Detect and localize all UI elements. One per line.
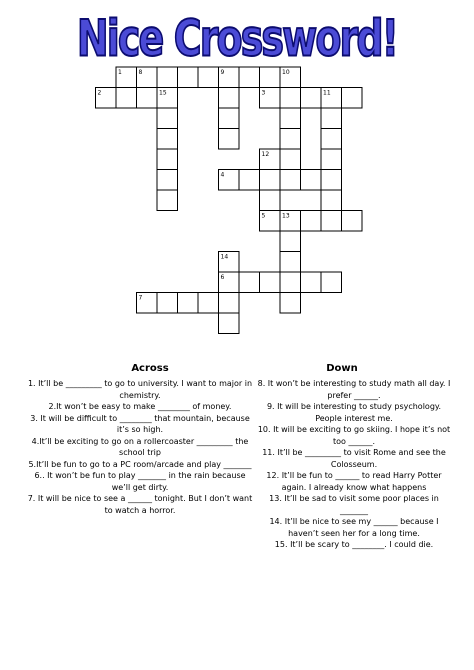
grid-cell[interactable] — [219, 313, 240, 334]
down-clue: 9. It will be interesting to study psychology. People interest me. — [266, 402, 442, 423]
grid-cell[interactable] — [219, 129, 240, 150]
grid-cell[interactable] — [157, 293, 178, 314]
grid-cell[interactable] — [260, 67, 281, 88]
grid-clue-number: 2 — [97, 89, 102, 97]
down-clue: 12. It’ll be fun to ______ to read Harry Potter again. I already know what happens — [266, 471, 442, 492]
grid-clue-number: 4 — [220, 171, 225, 179]
grid-cell[interactable] — [280, 149, 301, 170]
grid-cell[interactable] — [239, 67, 260, 88]
grid-cell[interactable] — [280, 293, 301, 314]
grid-cell[interactable] — [321, 190, 342, 211]
grid-clue-number: 9 — [220, 69, 225, 76]
across-clue: 4.It’ll be exciting to go on a rollercoaster _________ the school trip — [31, 436, 249, 457]
grid-clue-number: 12 — [261, 151, 270, 158]
grid-cell[interactable] — [137, 88, 158, 109]
grid-cell[interactable] — [280, 272, 301, 293]
grid-cell[interactable] — [280, 88, 301, 109]
grid-clue-number: 15 — [159, 89, 167, 97]
grid-clue-number: 10 — [282, 69, 290, 76]
grid-cell[interactable] — [280, 129, 301, 150]
down-clue: 15. It’ll be scary to ________. I could die. — [274, 540, 434, 549]
grid-cell[interactable] — [157, 129, 178, 150]
grid-cell[interactable] — [280, 231, 301, 252]
grid-clue-number: 8 — [138, 69, 143, 76]
grid-clue-number: 13 — [282, 212, 290, 220]
across-clue: 2.It won’t be easy to make ________ of money. — [48, 402, 232, 411]
grid-clue-number: 1 — [118, 69, 122, 76]
across-clue: 5.It’ll be fun to go to a PC room/arcade and play _______ — [28, 459, 252, 469]
grid-cell[interactable] — [280, 252, 301, 273]
down-clue: 8. It won’t be interesting to study math all day. I prefer ______. — [257, 379, 451, 400]
across-clue-list — [26, 378, 254, 516]
grid-cell[interactable] — [321, 272, 342, 293]
grid-clue-number: 14 — [220, 253, 229, 261]
grid-cell[interactable] — [116, 88, 137, 109]
grid-cell[interactable] — [321, 149, 342, 170]
grid-cell[interactable] — [321, 170, 342, 191]
grid-clue-number: 7 — [138, 294, 143, 302]
grid-cell[interactable] — [342, 211, 363, 232]
grid-cell[interactable] — [219, 293, 240, 314]
grid-cell[interactable] — [178, 293, 199, 314]
grid-cell[interactable] — [280, 108, 301, 129]
grid-clue-number: 6 — [220, 274, 225, 281]
down-clue: 11. It’ll be _________ to visit Rome and see the Colosseum. — [262, 448, 446, 469]
down-clue: 10. It will be exciting to go skiing. I hope it’s not too ______. — [257, 425, 451, 446]
down-clue-list — [254, 378, 454, 551]
across-clue: 1. It’ll be _________ to go to university. I want to major in chemistry. — [27, 379, 253, 400]
grid-cell[interactable] — [157, 190, 178, 211]
grid-cell[interactable] — [198, 67, 219, 88]
grid-clue-number: 5 — [261, 212, 266, 220]
grid-cell[interactable] — [157, 67, 178, 88]
grid-cell[interactable] — [321, 129, 342, 150]
grid-cell[interactable] — [301, 88, 322, 109]
grid-cell[interactable] — [301, 272, 322, 293]
grid-cell[interactable] — [342, 88, 363, 109]
grid-cell[interactable] — [321, 211, 342, 232]
grid-cell[interactable] — [280, 170, 301, 191]
grid-clue-number: 11 — [323, 89, 331, 97]
across-clue: 7. It will be nice to see a ______ tonight. But I don’t want to watch a horror. — [27, 494, 253, 515]
grid-cell[interactable] — [301, 211, 322, 232]
down-clue: 13. It’ll be sad to visit some poor places in _______ — [269, 494, 439, 515]
down-clue: 14. It’ll be nice to see my ______ because I haven’t seen her for a long time. — [269, 517, 439, 538]
grid-cell[interactable] — [321, 108, 342, 129]
grid-cell[interactable] — [178, 67, 199, 88]
grid-cell[interactable] — [239, 170, 260, 191]
grid-cell[interactable] — [198, 293, 219, 314]
across-clue: 6.. It won’t be fun to play _______ in the rain because we’ll get dirty. — [34, 471, 246, 492]
grid-cell[interactable] — [301, 170, 322, 191]
grid-clue-number: 3 — [261, 89, 266, 97]
grid-cell[interactable] — [219, 108, 240, 129]
across-clue: 3. It will be difficult to ________ that mountain, because it’s so high. — [30, 413, 250, 434]
grid-cell[interactable] — [260, 170, 281, 191]
grid-cell[interactable] — [239, 272, 260, 293]
crossword-title-text: Nice Crossword! — [76, 10, 398, 64]
down-heading: Down — [326, 363, 358, 374]
grid-cell[interactable] — [157, 149, 178, 170]
grid-cell[interactable] — [260, 272, 281, 293]
grid-cell[interactable] — [219, 88, 240, 109]
grid-cell[interactable] — [157, 170, 178, 191]
across-heading: Across — [131, 363, 169, 374]
grid-cell[interactable] — [157, 108, 178, 129]
grid-cell[interactable] — [260, 190, 281, 211]
